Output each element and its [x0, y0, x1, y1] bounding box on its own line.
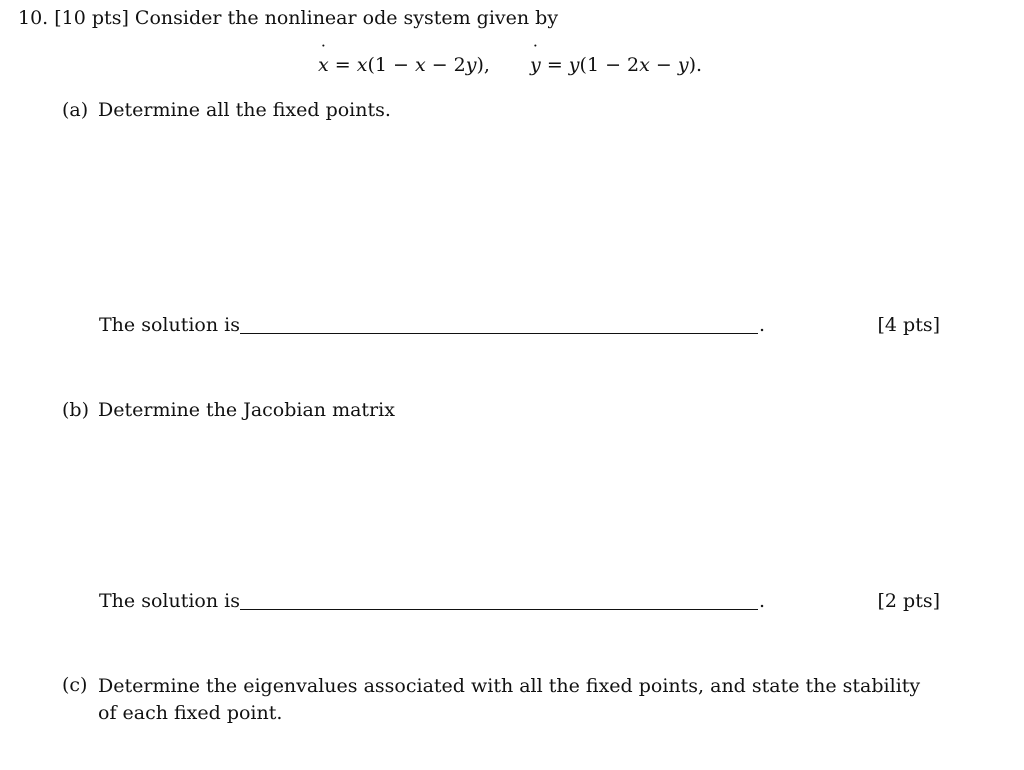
x-dot: x ˙ — [318, 52, 329, 78]
part-a-solution-label: The solution is — [99, 314, 240, 336]
part-b-answer-line[interactable] — [240, 609, 758, 610]
problem-number: 10. — [18, 7, 49, 29]
part-b-period: . — [759, 590, 766, 612]
part-b-question: Determine the Jacobian matrix — [98, 399, 395, 421]
part-b-points: [2 pts] — [877, 590, 940, 612]
ode-system-equation — [318, 52, 702, 78]
equation-x: x ˙ = x(1 − x − 2y), — [318, 54, 496, 76]
part-b-label: (b) — [62, 399, 89, 421]
part-a-question: Determine all the fixed points. — [98, 99, 391, 121]
part-b-solution-label: The solution is — [99, 590, 240, 612]
equation-y: y ˙ = y(1 − 2x − y). — [530, 54, 702, 76]
part-a-label: (a) — [62, 99, 89, 121]
part-a-period: . — [759, 314, 766, 336]
y-dot: y ˙ — [530, 52, 541, 78]
part-a-points: [4 pts] — [877, 314, 940, 336]
problem-points: [10 pts] — [54, 7, 129, 29]
part-a-answer-line[interactable] — [240, 333, 758, 334]
problem-prompt: Consider the nonlinear ode system given by — [134, 7, 559, 29]
problem-header — [18, 6, 558, 30]
part-c-label: (c) — [62, 674, 88, 696]
part-c-question: Determine the eigenvalues associated with all the fixed points, and state the stability of each fixed point. — [98, 675, 921, 724]
